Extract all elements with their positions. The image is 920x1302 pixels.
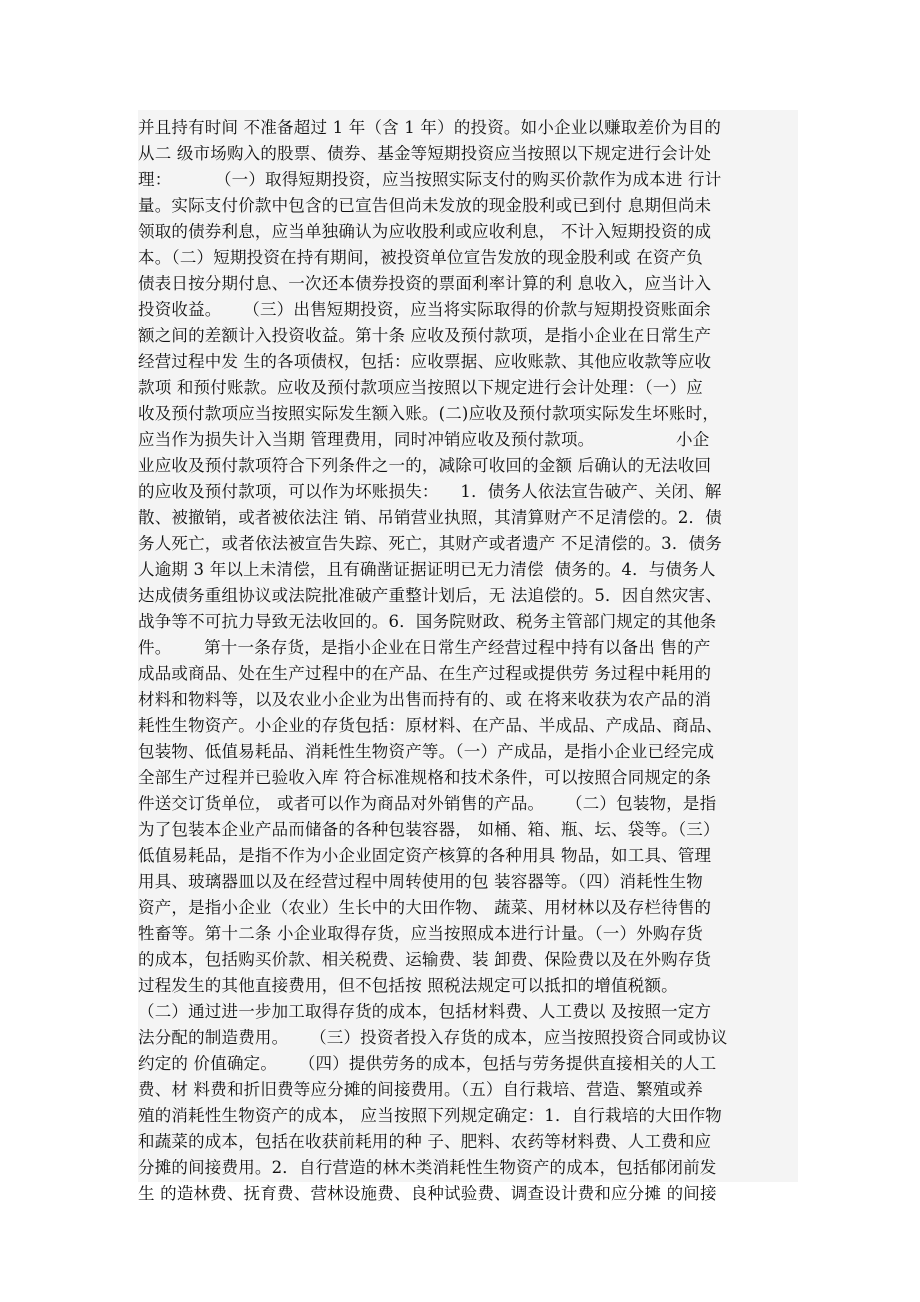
- text-line: 散、被撤销，或者被依法注 销、吊销营业执照，其清算财产不足清偿的。2．债: [138, 508, 722, 527]
- text-line: 应当作为损失计入当期 管理费用，同时冲销应收及预付款项。 小企: [138, 430, 710, 449]
- text-line: 收及预付款项应当按照实际发生额入账。(二)应收及预付款项实际发生坏账时，: [138, 404, 720, 423]
- text-line: 材料和物料等，以及农业小企业为出售而持有的、或 在将来收获为农产品的消: [138, 690, 712, 709]
- text-line: 低值易耗品，是指不作为小企业固定资产核算的各种用具 物品，如工具、管理: [138, 846, 712, 865]
- text-line: 战争等不可抗力导致无法收回的。6．国务院财政、税务主管部门规定的其他条: [138, 612, 717, 631]
- text-line: 约定的 价值确定。 （四）提供劳务的成本，包括与劳务提供直接相关的人工: [138, 1054, 717, 1073]
- text-line: 法分配的制造费用。 （三）投资者投入存货的成本，应当按照投资合同或协议: [138, 1028, 728, 1047]
- text-line: 包装物、低值易耗品、消耗性生物资产等。（一）产成品，是指小企业已经完成: [138, 742, 715, 761]
- text-line: 成品或商品、处在生产过程中的在产品、在生产过程或提供劳 务过程中耗用的: [138, 664, 712, 683]
- text-line: 领取的债券利息，应当单独确认为应收股利或应收利息， 不计入短期投资的成: [138, 222, 712, 241]
- text-line: 和蔬菜的成本，包括在收获前耗用的种 子、肥料、农药等材料费、人工费和应: [138, 1132, 712, 1151]
- text-line: 本。（二）短期投资在持有期间，被投资单位宣告发放的现金股利或 在资产负: [138, 248, 703, 267]
- text-line: （二）通过进一步加工取得存货的成本，包括材料费、人工费以 及按照一定方: [138, 1002, 712, 1021]
- text-line: 额之间的差额计入投资收益。第十条 应收及预付款项，是指小企业在日常生产: [138, 326, 712, 345]
- text-line: 生 的造林费、抚育费、营林设施费、良种试验费、调查设计费和应分摊 的间接: [138, 1184, 717, 1203]
- text-line: 过程发生的其他直接费用，但不包括按 照税法规定可以抵扣的增值税额。: [138, 976, 678, 995]
- text-line: 务人死亡，或者依法被宣告失踪、死亡，其财产或者遗产 不足清偿的。3．债务: [138, 534, 722, 553]
- text-line: 殖的消耗性生物资产的成本， 应当按照下列规定确定：1．自行栽培的大田作物: [138, 1106, 722, 1125]
- document-body: [138, 110, 798, 1203]
- text-line: 款项 和预付账款。应收及预付款项应当按照以下规定进行会计处理：（一）应: [138, 378, 703, 397]
- text-line: 费、材 料费和折旧费等应分摊的间接费用。（五）自行栽培、营造、繁殖或养: [138, 1080, 703, 1099]
- text-line: 并且持有时间 不准备超过 1 年（含 1 年）的投资。如小企业以赚取差价为目的: [138, 118, 722, 137]
- text-line: 资产，是指小企业（农业）生长中的大田作物、 蔬菜、用材林以及存栏待售的: [138, 898, 712, 917]
- text-line: 人逾期 3 年以上未清偿，且有确凿证据证明已无力清偿 债务的。4．与债务人: [138, 560, 716, 579]
- text-line: 投资收益。 （三）出售短期投资，应当将实际取得的价款与短期投资账面余: [138, 300, 711, 319]
- text-line: 件。 第十一条存货，是指小企业在日常生产经营过程中持有以备出 售的产: [138, 638, 711, 657]
- text-line: 的应收及预付款项，可以作为坏账损失： 1．债务人依法宣告破产、关闭、解: [138, 482, 722, 501]
- text-line: 业应收及预付款项符合下列条件之一的，减除可收回的金额 后确认的无法收回: [138, 456, 712, 475]
- text-line: 耗性生物资产。小企业的存货包括：原材料、在产品、半成品、产成品、商品、: [138, 716, 723, 735]
- text-line: 达成债务重组协议或法院批准破产重整计划后，无 法追偿的。5．因自然灾害、: [138, 586, 722, 605]
- text-line: 牲畜等。第十二条 小企业取得存货，应当按照成本进行计量。（一）外购存货: [138, 924, 703, 943]
- text-line: 量。实际支付价款中包含的已宣告但尚未发放的现金股利或已到付 息期但尚未: [138, 196, 712, 215]
- text-line: 件送交订货单位， 或者可以作为商品对外销售的产品。 （二）包装物，是指: [138, 794, 717, 813]
- text-line: 经营过程中发 生的各项债权，包括：应收票据、应收账款、其他应收款等应收: [138, 352, 712, 371]
- text-line: 分摊的间接费用。2．自行营造的林木类消耗性生物资产的成本，包括郁闭前发: [138, 1158, 717, 1177]
- text-line: 债表日按分期付息、一次还本债券投资的票面利率计算的利 息收入，应当计入: [138, 274, 712, 293]
- text-line: 理： （一）取得短期投资，应当按照实际支付的购买价款作为成本进 行计: [138, 170, 722, 189]
- text-line: 用具、玻璃器皿以及在经营过程中周转使用的包 装容器等。（四）消耗性生物: [138, 872, 703, 891]
- text-line: 全部生产过程并已验收入库 符合标准规格和技术条件，可以按照合同规定的条: [138, 768, 712, 787]
- text-line: 的成本，包括购买价款、相关税费、运输费、装 卸费、保险费以及在外购存货: [138, 950, 712, 969]
- text-line: 从二 级市场购入的股票、债券、基金等短期投资应当按照以下规定进行会计处: [138, 144, 712, 163]
- text-line: 为了包装本企业产品而储备的各种包装容器， 如桶、箱、瓶、坛、袋等。（三）: [138, 820, 720, 839]
